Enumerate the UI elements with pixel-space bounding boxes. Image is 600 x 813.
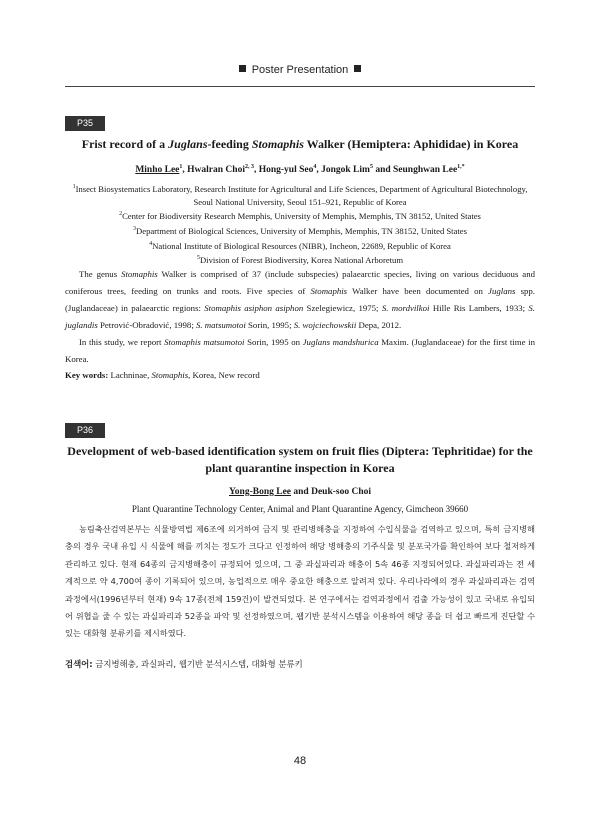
affiliation: $^4$National Institute of Biological Resources (NIBR), Incheon, 22689, Republic of Korea [149, 240, 451, 251]
paragraph: In this study, we report Stomaphis matsumotoi Sorin, 1995 on Juglans mandshurica Maxim. (Juglandaceae) for the first time in Korea. [65, 337, 535, 364]
abstract-code-p35: P35 [65, 116, 105, 131]
header-rule [65, 86, 535, 87]
affiliation: $^3$Department of Biological Sciences, University of Memphis, Memphis, TN 38152, United States [133, 225, 467, 236]
affiliation: $^2$Center for Biodiversity Research Memphis, University of Memphis, Memphis, TN 38152, United States [119, 211, 481, 222]
keywords-p35: Key words: Lachninae, Stomaphis, Korea, New record [65, 370, 260, 380]
paragraph: The genus Stomaphis Walker is comprised of 37 (include subspecies) palaearctic species, living on various deciduous and coniferous trees, feeding on trunks and roots. Five species of Stomaphis Walker have been documented on Juglans spp. (Juglandaceae) in palaearctic regions: Stomaphis asiphon asiphon Szelegiewicz, 1975; S. mordvilkoi Hille Ris Lambers, 1933; S. juglandis Petrović-Obradović, 1998; S. matsumotoi Sorin, 1995; S. wojciechowskii Depa, 2012. [65, 269, 535, 330]
page-number: 48 [293, 755, 307, 767]
running-header [0, 64, 600, 76]
abstract-code-p36: P36 [65, 423, 105, 438]
abstract-body-p36 [65, 521, 535, 643]
abstract-title-p35: Frist record of a Juglans-feeding Stomaphis Walker (Hemiptera: Aphididae) in Korea [81, 137, 519, 151]
authors-p35: Minho Lee$^1$, Hwalran Choi$^{2, 3}$, Hong-yul Seo$^4$, Jongok Lim$^5$ and Seunghwan Lee$^{1,*}$ [135, 164, 465, 176]
affiliations-p35 [65, 181, 535, 267]
affiliation: $^5$Division of Forest Biodiversity, Korea National Arboretum [196, 255, 404, 266]
square-bullet-icon [239, 65, 246, 72]
section-title: Poster Presentation [251, 64, 349, 76]
affiliation: $^1$Insect Biosystematics Laboratory, Research Institute for Agricultural and Life Sciences, Department of Agricultural Biotechnology, Seoul National University, Seoul 151–921, Republic of Korea [72, 183, 528, 207]
abstract-title-p36: Development of web-based identification system on fruit flies (Diptera: Tephritidae) for the plant quarantine inspection in Korea [67, 444, 533, 475]
square-bullet-icon [354, 65, 361, 72]
authors-p36: Yong-Bong Lee and Deuk-soo Choi [228, 487, 371, 497]
affiliation-p36: Plant Quarantine Technology Center, Animal and Plant Quarantine Agency, Gimcheon 39660 [131, 504, 469, 514]
paragraph: 농림축산검역본부는 식물방역법 제6조에 의거하여 금지 및 관리병해충을 지정하여 수입식물을 검역하고 있으며, 특히 금지병해충의 경우 국내 유입 시 식물에 해를 끼치는 정도가 크다고 인정하여 해당 병해충의 기주식물 및 분포국가를 확인하여 보다 철저하게 관리하고 있다. 현재 64종의 금지병해충이 규정되어 있으며, 그 중 과실파리과 해충이 5속 46종 지정되어있다. 과실파리과는 전 세계적으로 약 4,700여 종이 기록되어 있으며, 농업적으로 매우 중요한 해충으로 알려져 있다. 우리나라에의 경우 과실파리과는 검역과정에서(1996년부터 현재) 9속 17종(전체 159건)이 발견되었다. 본 연구에서는 검역과정에서 검출 가능성이 있고 국내로 유입되어 위협을 줄 수 있는 과실파리과 52종을 파악 및 선정하였으며, 웹기반 분석시스템을 이용하여 해당 종을 더 쉽고 빠르게 진단할 수 있는 대화형 분류키를 제시하였다. [65, 524, 535, 639]
abstract-body-p35 [65, 266, 535, 368]
keywords-p36: 검색어: 금지병해충, 과실파리, 웹기반 분석시스템, 대화형 분류키 [65, 659, 303, 669]
